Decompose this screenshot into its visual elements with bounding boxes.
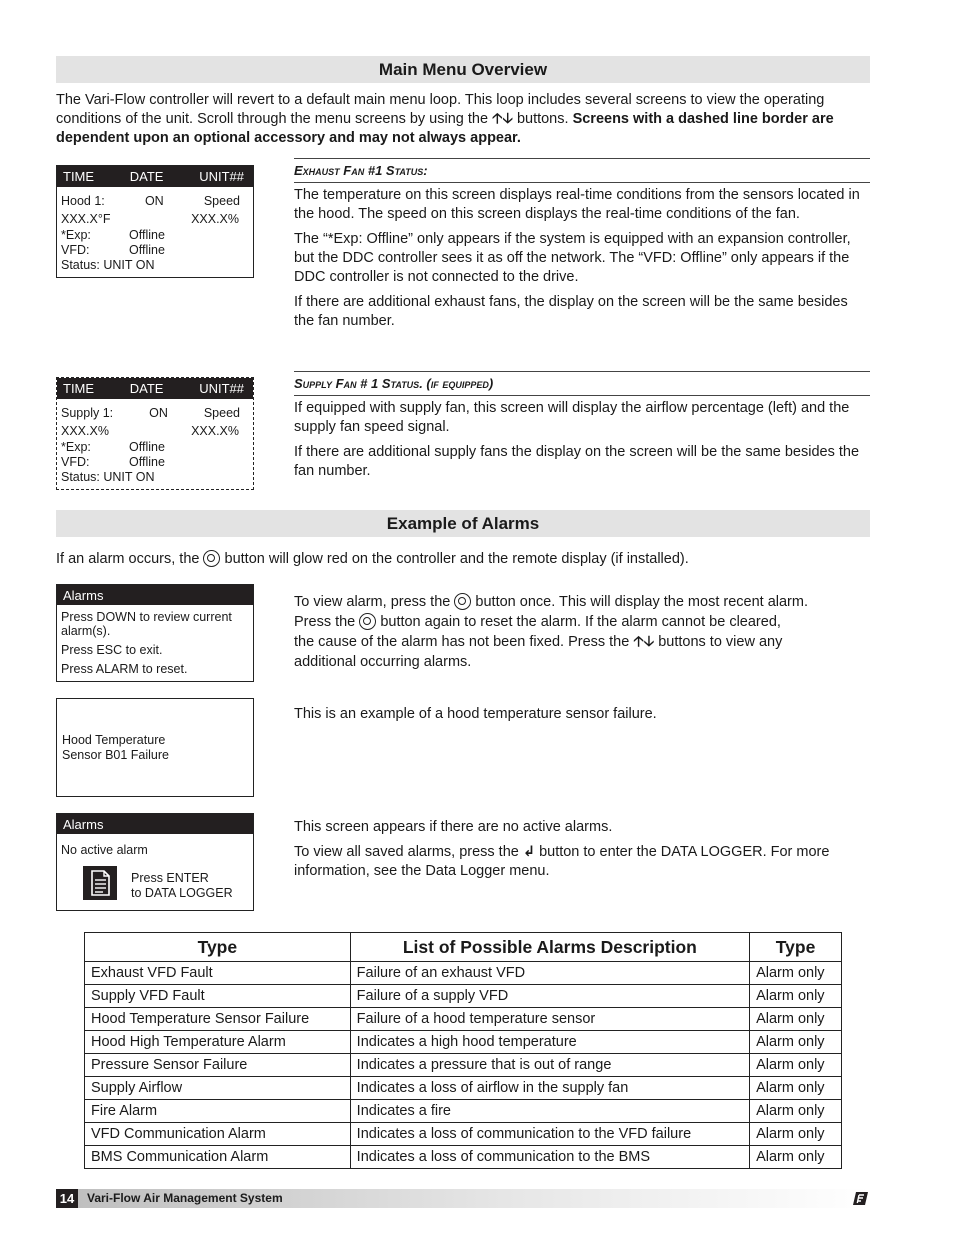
hood-failure-screen <box>56 698 254 797</box>
header-date: DATE <box>129 169 164 184</box>
vfd-state: Offline <box>129 455 165 469</box>
no-alarm-screen <box>56 813 254 911</box>
alarm-kind: Alarm only <box>750 1031 842 1054</box>
alarm-type: Hood High Temperature Alarm <box>85 1031 351 1054</box>
table-row <box>85 1054 842 1077</box>
alarm-description: Indicates a pressure that is out of range <box>350 1054 749 1077</box>
hood-state: ON <box>144 194 164 208</box>
column-header: List of Possible Alarms Description <box>350 933 749 962</box>
alarm-type: Exhaust VFD Fault <box>85 962 351 985</box>
vfd-label: VFD: <box>61 455 90 469</box>
alarm-type: VFD Communication Alarm <box>85 1123 351 1146</box>
temperature-value: XXX.X°F <box>61 212 111 226</box>
exhaust-section-text <box>294 186 870 337</box>
alarm-kind: Alarm only <box>750 1077 842 1100</box>
alarm-kind: Alarm only <box>750 1100 842 1123</box>
alarm-description: Indicates a loss of airflow in the supply fan <box>350 1077 749 1100</box>
header-unit: UNIT## <box>199 169 244 184</box>
alarm-description: Failure of a supply VFD <box>350 985 749 1008</box>
press-enter-line: Press ENTER <box>131 871 209 885</box>
data-logger-line: to DATA LOGGER <box>131 886 233 900</box>
supply-section-title: Supply Fan # 1 Status. (if equipped) <box>294 371 870 396</box>
alarms-intro-b: button will glow red on the controller and the remote display (if installed). <box>224 551 689 567</box>
column-header: Type <box>85 933 351 962</box>
alarm-kind: Alarm only <box>750 1146 842 1169</box>
document-icon <box>83 866 117 900</box>
exhaust-p2: The “*Exp: Offline” only appears if the system is equipped with an expansion controller, but the DDC controller sees it as off the network. The “VFD: Offline” only appears if the DDC controller is not connected to the drive. <box>294 231 851 285</box>
speed-value: XXX.X% <box>191 424 239 438</box>
table-row <box>85 962 842 985</box>
no-alarm-line: No active alarm <box>61 843 148 857</box>
alarm-description: Indicates a loss of communication to the VFD failure <box>350 1123 749 1146</box>
supply-section-text <box>294 399 870 487</box>
supply-p1: If equipped with supply fan, this screen will display the airflow percentage (left) and the supply fan speed signal. <box>294 400 850 435</box>
alarm-description: Failure of a hood temperature sensor <box>350 1008 749 1031</box>
table-header-row <box>85 933 842 962</box>
screen-header <box>57 814 253 834</box>
speed-label: Speed <box>203 406 240 420</box>
exhaust-p1: The temperature on this screen displays real-time conditions from the sensors located in the hood. The speed on this screen displays the real-time conditions of the fan. <box>294 187 860 222</box>
table-row <box>85 1031 842 1054</box>
table-row <box>85 1077 842 1100</box>
status-line: Status: UNIT ON <box>61 470 155 484</box>
alarm-description: Indicates a high hood temperature <box>350 1031 749 1054</box>
column-header: Type <box>750 933 842 962</box>
header-time: TIME <box>63 381 95 396</box>
header-date: DATE <box>129 381 164 396</box>
alarm-type: Fire Alarm <box>85 1100 351 1123</box>
screen-header <box>57 166 253 187</box>
table-row <box>85 985 842 1008</box>
alarm-type: Supply VFD Fault <box>85 985 351 1008</box>
alarm-table <box>84 932 842 1169</box>
alarm-type: Pressure Sensor Failure <box>85 1054 351 1077</box>
alarm-line-2: Press ESC to exit. <box>61 643 163 657</box>
header-time: TIME <box>63 169 95 184</box>
alarm-kind: Alarm only <box>750 985 842 1008</box>
alarm-type: BMS Communication Alarm <box>85 1146 351 1169</box>
view-c: Press the <box>294 614 356 630</box>
alarm-line-1: Press DOWN to review current alarm(s). <box>61 610 232 638</box>
vfd-state: Offline <box>129 243 165 257</box>
screen-header <box>57 585 253 605</box>
main-menu-intro <box>56 91 870 148</box>
page-number: 14 <box>56 1189 78 1208</box>
intro-bold-note: Screens with a dashed line border are dependent upon an optional accessory and may not always appear. <box>56 111 834 146</box>
vfd-label: VFD: <box>61 243 90 257</box>
alarm-kind: Alarm only <box>750 1054 842 1077</box>
alarm-kind: Alarm only <box>750 1008 842 1031</box>
view-b: button once. This will display the most recent alarm. <box>475 594 808 610</box>
alarm-description: Failure of an exhaust VFD <box>350 962 749 985</box>
alarm-kind: Alarm only <box>750 1123 842 1146</box>
section-header-alarms: Example of Alarms <box>56 510 870 537</box>
view-d: button again to reset the alarm. If the alarm cannot be cleared, <box>380 614 781 630</box>
alarm-button-icon <box>454 593 471 610</box>
supply-p2: If there are additional supply fans the display on the screen will be the same besides the fan number. <box>294 444 860 479</box>
page-footer <box>56 1189 870 1208</box>
up-down-arrows-icon: 🡡🡣 <box>633 634 655 650</box>
alarms-header: Alarms <box>63 816 104 832</box>
table-row <box>85 1008 842 1031</box>
alarms-intro <box>56 550 870 569</box>
intro-text-b: buttons. <box>516 111 569 127</box>
hood-failure-line-1: Hood Temperature <box>62 733 166 747</box>
enter-icon: ↲ <box>522 844 536 860</box>
airflow-value: XXX.X% <box>61 424 109 438</box>
up-down-arrows-icon: 🡡🡣 <box>492 111 513 127</box>
supply-state: ON <box>149 406 168 420</box>
hood-failure-line-2: Sensor B01 Failure <box>62 748 170 762</box>
exp-label: *Exp: <box>61 228 91 242</box>
alarm-button-icon <box>359 613 376 630</box>
header-unit: UNIT## <box>199 381 244 396</box>
exhaust-fan-screen <box>56 165 254 278</box>
table-row <box>85 1123 842 1146</box>
exhaust-p3: If there are additional exhaust fans, the display on the screen will be the same besides the fan number. <box>294 294 848 329</box>
view-a: To view alarm, press the <box>294 594 451 610</box>
screen-header <box>57 378 253 399</box>
alarm-type: Hood Temperature Sensor Failure <box>85 1008 351 1031</box>
view-f: buttons to view any <box>658 634 783 650</box>
alarm-view-text <box>294 592 870 672</box>
alarm-type: Supply Airflow <box>85 1077 351 1100</box>
speed-value: XXX.X% <box>191 212 239 226</box>
exp-label: *Exp: <box>61 440 91 454</box>
intro-text-a: The Vari-Flow controller will revert to a default main menu loop. This loop includes several screens to view the operating conditions of the unit. Scroll through the menu screens by using the <box>56 92 825 127</box>
view-e: the cause of the alarm has not been fixed. Press the <box>294 634 630 650</box>
no-alarm-p2a: To view all saved alarms, press the <box>294 844 519 860</box>
alarm-description: Indicates a fire <box>350 1100 749 1123</box>
alarm-screen <box>56 584 254 682</box>
speed-label: Speed <box>203 194 240 208</box>
supply-fan-screen <box>56 377 254 490</box>
section-header-main-menu: Main Menu Overview <box>56 56 870 83</box>
exhaust-section-title: Exhaust Fan #1 Status: <box>294 158 870 183</box>
alarms-header: Alarms <box>63 587 104 603</box>
supply-label: Supply 1: <box>61 406 114 420</box>
no-alarm-p2b: button to enter the DATA LOGGER. For more information, see the Data Logger menu. <box>294 844 830 879</box>
no-alarm-p2 <box>294 843 870 881</box>
table-row <box>85 1146 842 1169</box>
hood-label: Hood 1: <box>61 194 105 208</box>
logo-icon <box>852 1190 869 1207</box>
no-alarm-p1: This screen appears if there are no active alarms. <box>294 819 613 835</box>
alarm-description: Indicates a loss of communication to the BMS <box>350 1146 749 1169</box>
alarm-button-icon <box>203 550 220 567</box>
alarm-line-3: Press ALARM to reset. <box>61 662 188 676</box>
table-row <box>85 1100 842 1123</box>
status-line: Status: UNIT ON <box>61 258 155 272</box>
alarms-intro-a: If an alarm occurs, the <box>56 551 200 567</box>
exp-state: Offline <box>129 440 165 454</box>
no-alarm-text <box>294 818 870 887</box>
exp-state: Offline <box>129 228 165 242</box>
view-g: additional occurring alarms. <box>294 654 472 670</box>
hood-failure-text: This is an example of a hood temperature sensor failure. <box>294 706 657 722</box>
footer-title: Vari-Flow Air Management System <box>87 1191 283 1205</box>
alarm-kind: Alarm only <box>750 962 842 985</box>
